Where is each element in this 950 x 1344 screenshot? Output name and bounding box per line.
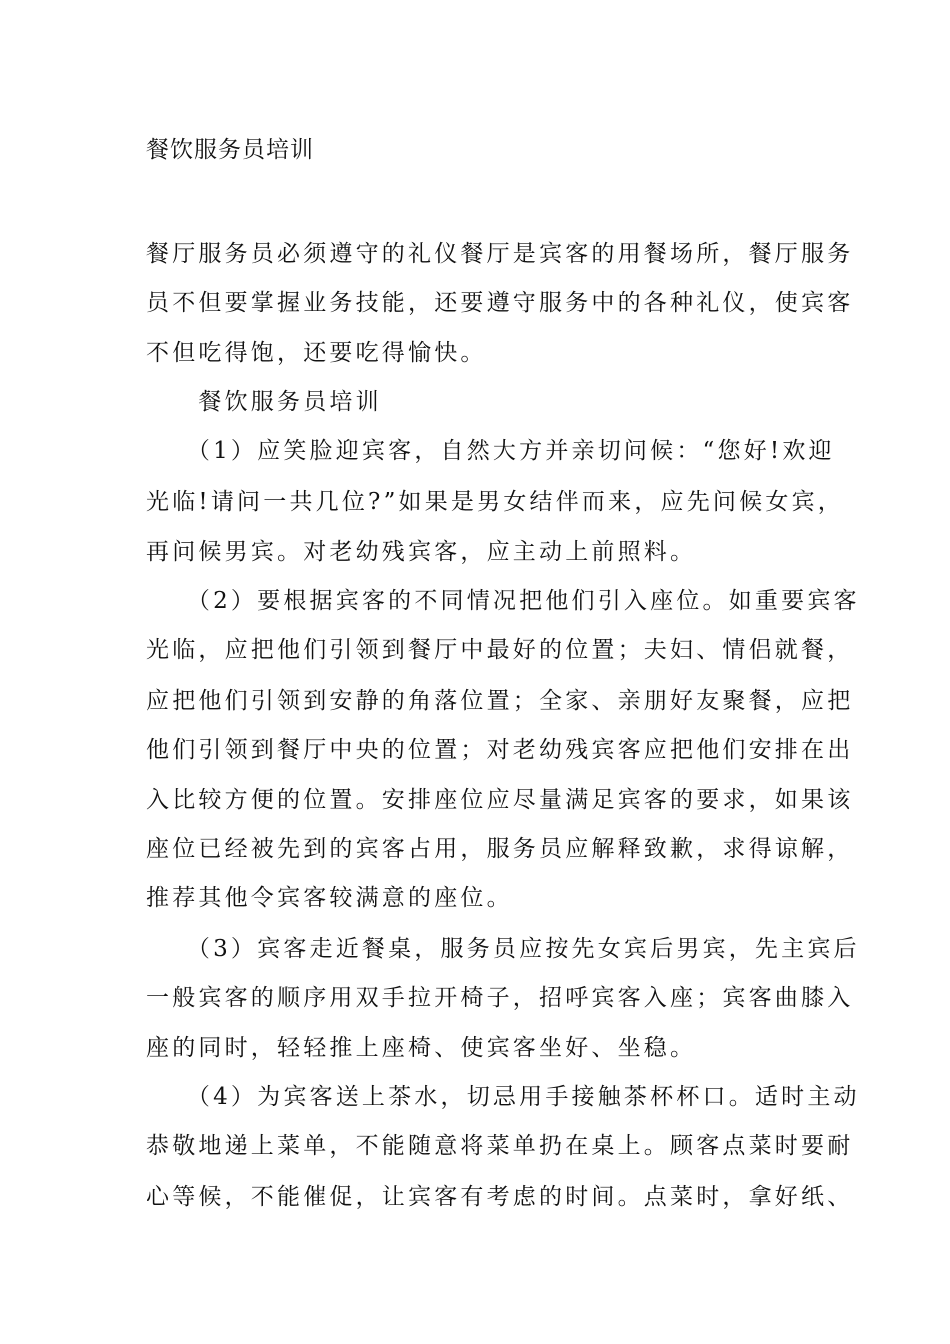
text-line: 他们引领到餐厅中央的位置；对老幼残宾客应把他们安排在出: [146, 737, 854, 763]
text-line: 座位已经被先到的宾客占用，服务员应解释致歉，求得谅解，: [146, 836, 854, 862]
text-line: （3）宾客走近餐桌，服务员应按先女宾后男宾，先主宾后: [146, 936, 860, 962]
text-line: 员不但要掌握业务技能，还要遵守服务中的各种礼仪，使宾客: [146, 290, 854, 316]
text-line: （1）应笑脸迎宾客，自然大方并亲切问候：“您好!欢迎: [146, 438, 835, 464]
text-line: 恭敬地递上菜单，不能随意将菜单扔在桌上。顾客点菜时要耐: [146, 1133, 854, 1159]
text-line: 应把他们引领到安静的角落位置；全家、亲朋好友聚餐，应把: [146, 688, 854, 714]
text-line: （2）要根据宾客的不同情况把他们引入座位。如重要宾客: [146, 588, 860, 614]
text-line: 推荐其他令宾客较满意的座位。: [146, 885, 513, 911]
text-line: 光临!请问一共几位?”如果是男女结伴而来，应先问候女宾，: [146, 489, 844, 515]
text-line: （4）为宾客送上茶水，切忌用手接触茶杯杯口。适时主动: [146, 1084, 860, 1110]
section-heading: 餐饮服务员培训: [146, 389, 382, 415]
text-line: 再问候男宾。对老幼残宾客，应主动上前照料。: [146, 539, 697, 565]
document-title: 餐饮服务员培训: [146, 137, 314, 163]
text-line: 不但吃得饱，还要吃得愉快。: [146, 340, 487, 366]
text-line: 心等候，不能催促，让宾客有考虑的时间。点菜时，拿好纸、: [146, 1184, 854, 1210]
text-line: 座的同时，轻轻推上座椅、使宾客坐好、坐稳。: [146, 1035, 697, 1061]
text-line: 光临，应把他们引领到餐厅中最好的位置；夫妇、情侣就餐，: [146, 637, 854, 663]
text-line: 餐厅服务员必须遵守的礼仪餐厅是宾客的用餐场所，餐厅服务: [146, 241, 854, 267]
text-line: 入比较方便的位置。安排座位应尽量满足宾客的要求，如果该: [146, 787, 854, 813]
text-line: 一般宾客的顺序用双手拉开椅子，招呼宾客入座；宾客曲膝入: [146, 985, 854, 1011]
